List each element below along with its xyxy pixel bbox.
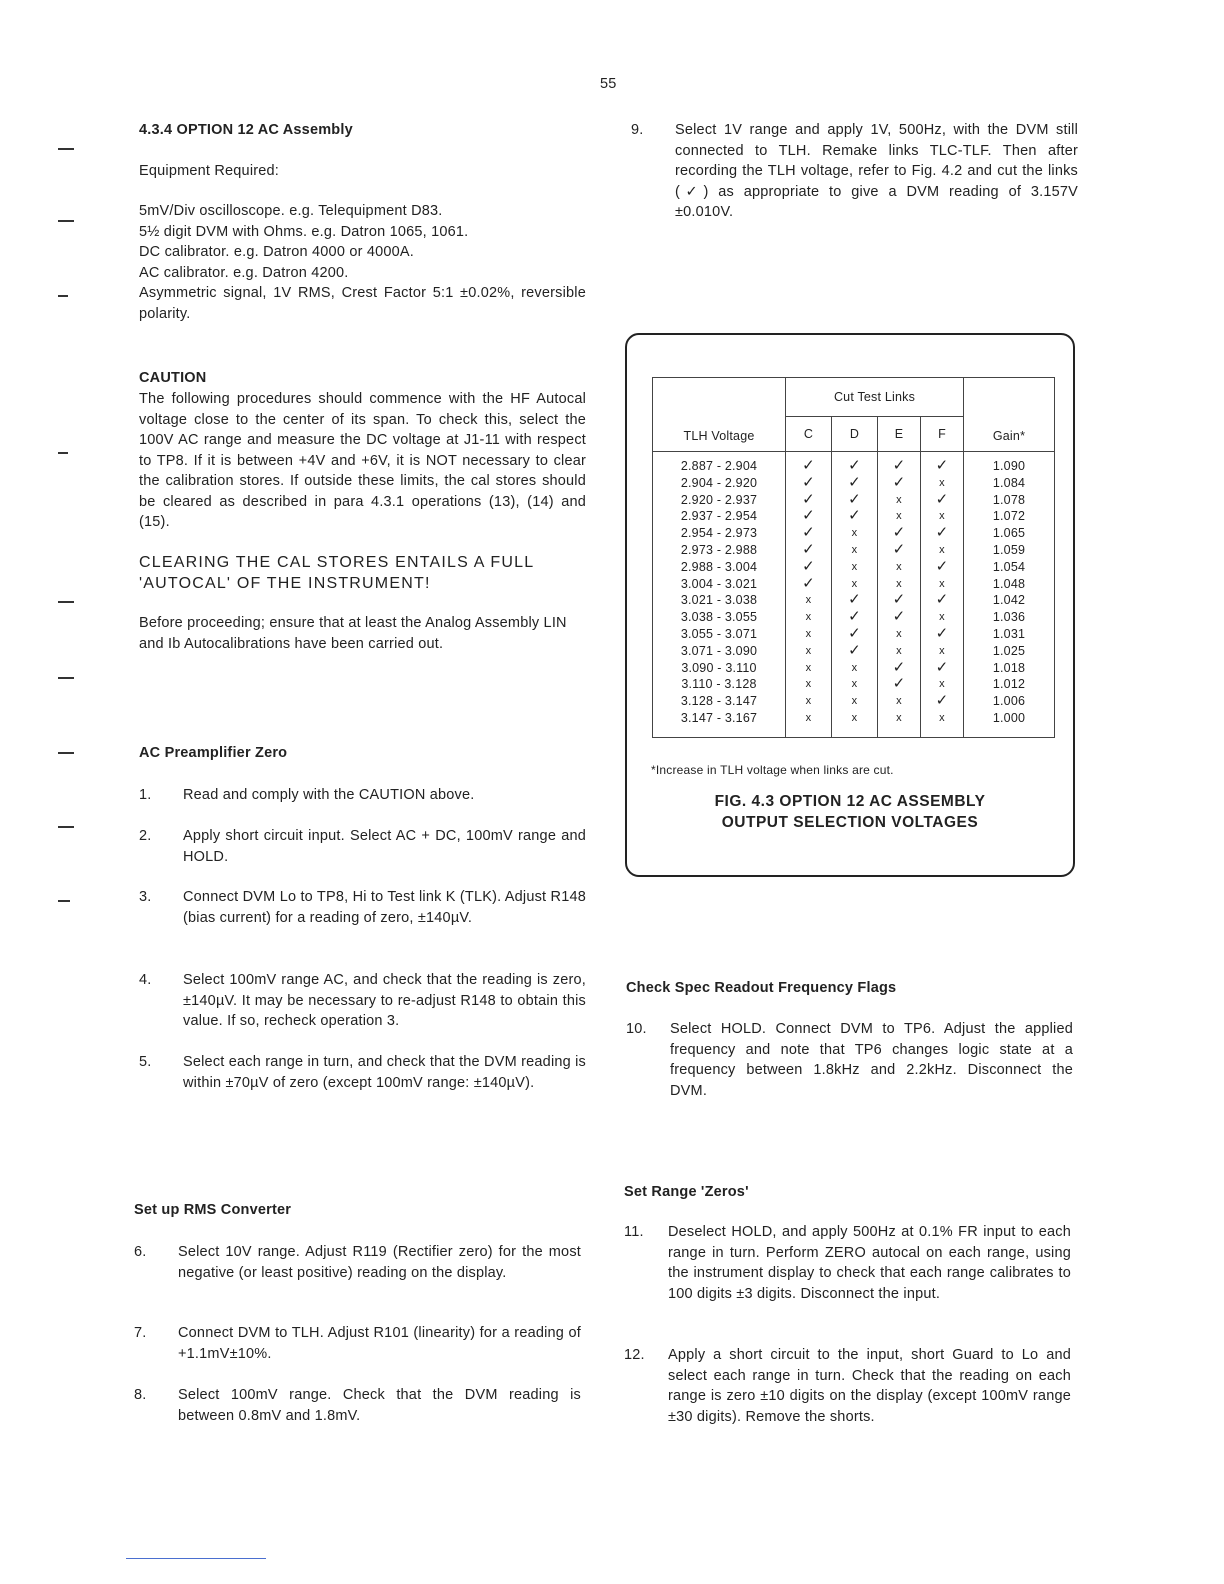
voltage-cell: 3.128 - 3.147 [653, 693, 786, 710]
check-icon: ✓ [878, 609, 921, 626]
caption-line: FIG. 4.3 OPTION 12 AC ASSEMBLY [714, 793, 986, 810]
step-1: 1. Read and comply with the CAUTION above. [139, 787, 475, 803]
gain-cell: 1.031 [964, 626, 1055, 643]
cross-icon: x [921, 609, 964, 626]
table-row [653, 452, 1055, 475]
check-icon: ✓ [786, 542, 832, 559]
check-icon: ✓ [921, 592, 964, 609]
check-icon: ✓ [921, 452, 964, 475]
check-icon: ✓ [786, 559, 832, 576]
table-row [653, 710, 1055, 737]
gain-cell: 1.000 [964, 710, 1055, 737]
table-row [653, 525, 1055, 542]
voltage-cell: 3.110 - 3.128 [653, 676, 786, 693]
cross-icon: x [921, 710, 964, 737]
col-header-voltage: TLH Voltage [653, 378, 786, 452]
preamp-title: AC Preamplifier Zero [139, 745, 288, 761]
check-icon: ✓ [878, 542, 921, 559]
check-icon: ✓ [786, 452, 832, 475]
table-row [653, 576, 1055, 593]
caution-text: The following procedures should commence with the HF Autocal voltage close to the center of its span. To check this, select the 100V AC range and measure the DC voltage at J1-11 with respect to TP8. If it is between +4V and +6V, it is NOT necessary to clear the calibration stores. If outside these limits, the cal stores should be cleared as described in para 4.3.1 operations (13), (14) and (15). [139, 391, 586, 530]
cross-icon: x [832, 660, 878, 677]
figure-footnote: *Increase in TLH voltage when links are cut. [651, 763, 894, 777]
gain-cell: 1.048 [964, 576, 1055, 593]
equipment-heading: Equipment Required: [139, 163, 280, 179]
gain-cell: 1.006 [964, 693, 1055, 710]
voltage-cell: 2.988 - 3.004 [653, 559, 786, 576]
gain-cell: 1.054 [964, 559, 1055, 576]
check-icon: ✓ [921, 492, 964, 509]
step-2: 2. Apply short circuit input. Select AC + DC, 100mV range and HOLD. [139, 828, 586, 865]
gain-cell: 1.090 [964, 452, 1055, 475]
check-icon: ✓ [786, 508, 832, 525]
voltage-cell: 2.937 - 2.954 [653, 508, 786, 525]
check-icon: ✓ [878, 525, 921, 542]
cross-icon: x [921, 676, 964, 693]
check-icon: ✓ [878, 452, 921, 475]
voltage-cell: 3.147 - 3.167 [653, 710, 786, 737]
step-11: 11. Deselect HOLD, and apply 500Hz at 0.1% FR input to each range in turn. Perform ZERO autocal on each range, using the instrument display to check that each range calibrates to 100 digits ±3 digits. Disconnect the input. [624, 1224, 1071, 1302]
table-row [653, 609, 1055, 626]
cross-icon: x [786, 710, 832, 737]
cross-icon: x [786, 592, 832, 609]
voltage-cell: 2.954 - 2.973 [653, 525, 786, 542]
cross-icon: x [921, 643, 964, 660]
gain-cell: 1.072 [964, 508, 1055, 525]
cross-icon: x [878, 508, 921, 525]
cross-icon: x [878, 693, 921, 710]
check-icon: ✓ [832, 492, 878, 509]
cross-icon: x [832, 525, 878, 542]
cross-icon: x [786, 626, 832, 643]
equipment-item: Asymmetric signal, 1V RMS, Crest Factor 5:1 ±0.02%, reversible polarity. [139, 285, 586, 322]
voltage-cell: 3.038 - 3.055 [653, 609, 786, 626]
check-icon: ✓ [832, 643, 878, 660]
table-row [653, 508, 1055, 525]
voltage-cell: 2.920 - 2.937 [653, 492, 786, 509]
cross-icon: x [832, 542, 878, 559]
equipment-item: 5½ digit DVM with Ohms. e.g. Datron 1065, 1061. [139, 223, 469, 240]
check-icon: ✓ [878, 660, 921, 677]
cross-icon: x [832, 676, 878, 693]
check-icon: ✓ [832, 475, 878, 492]
col-header-group: Cut Test Links [786, 378, 964, 417]
step-3: 3. Connect DVM Lo to TP8, Hi to Test link K (TLK). Adjust R148 (bias current) for a reading of zero, ±140µV. [139, 889, 586, 926]
check-icon: ✓ [921, 693, 964, 710]
cross-icon: x [832, 693, 878, 710]
cross-icon: x [921, 576, 964, 593]
freq-title: Check Spec Readout Frequency Flags [626, 980, 897, 996]
equipment-item: 5mV/Div oscilloscope. e.g. Telequipment D83. [139, 203, 443, 219]
equipment-list [139, 201, 586, 324]
col-header-f: F [921, 417, 964, 452]
voltage-cell: 3.090 - 3.110 [653, 660, 786, 677]
cross-icon: x [832, 559, 878, 576]
cross-icon: x [921, 475, 964, 492]
col-header-d: D [832, 417, 878, 452]
table-row [653, 492, 1055, 509]
step-6: 6. Select 10V range. Adjust R119 (Rectifier zero) for the most negative (or least positive) reading on the display. [134, 1244, 581, 1281]
rms-title: Set up RMS Converter [134, 1202, 292, 1218]
step-12: 12. Apply a short circuit to the input, short Guard to Lo and select each range in turn. Check that the reading on each range is zero ±10 digits on the display (except 100mV range ±30 digits). Remove the shorts. [624, 1347, 1071, 1425]
gain-cell: 1.012 [964, 676, 1055, 693]
cross-icon: x [786, 693, 832, 710]
voltage-cell: 2.904 - 2.920 [653, 475, 786, 492]
selection-table [652, 377, 1055, 738]
col-header-gain: Gain* [964, 378, 1055, 452]
check-icon: ✓ [878, 592, 921, 609]
gain-cell: 1.065 [964, 525, 1055, 542]
check-icon: ✓ [921, 626, 964, 643]
table-row [653, 542, 1055, 559]
figure-caption [627, 791, 1073, 833]
cross-icon: x [878, 576, 921, 593]
check-icon: ✓ [921, 525, 964, 542]
cross-icon: x [878, 626, 921, 643]
step-7: 7. Connect DVM to TLH. Adjust R101 (linearity) for a reading of +1.1mV±10%. [134, 1325, 581, 1362]
check-icon: ✓ [878, 475, 921, 492]
gain-cell: 1.036 [964, 609, 1055, 626]
check-icon: ✓ [832, 508, 878, 525]
cross-icon: x [878, 643, 921, 660]
col-header-c: C [786, 417, 832, 452]
cross-icon: x [921, 508, 964, 525]
voltage-cell: 3.004 - 3.021 [653, 576, 786, 593]
gain-cell: 1.025 [964, 643, 1055, 660]
step-10: 10. Select HOLD. Connect DVM to TP6. Adjust the applied frequency and note that TP6 changes logic state at a frequency between 1.8kHz and 2.2kHz. Disconnect the DVM. [626, 1021, 1073, 1099]
check-icon: ✓ [921, 660, 964, 677]
check-icon: ✓ [878, 676, 921, 693]
zeros-title: Set Range 'Zeros' [624, 1184, 749, 1200]
page-number: 55 [600, 76, 617, 92]
cross-icon: x [832, 576, 878, 593]
caution-warning: CLEARING THE CAL STORES ENTAILS A FULL 'AUTOCAL' OF THE INSTRUMENT! [139, 554, 534, 592]
footer-rule [126, 1558, 266, 1559]
step-9: 9. Select 1V range and apply 1V, 500Hz, with the DVM still connected to TLH. Remake links TLC-TLF. Then after recording the TLH voltage, refer to Fig. 4.2 and cut the links (✓) as appropriate to give a DVM reading of 3.157V ±0.010V. [631, 122, 1078, 220]
check-icon: ✓ [832, 592, 878, 609]
check-icon: ✓ [832, 609, 878, 626]
check-icon: ✓ [786, 525, 832, 542]
caption-line: OUTPUT SELECTION VOLTAGES [721, 814, 979, 831]
check-icon: ✓ [786, 475, 832, 492]
cross-icon: x [878, 492, 921, 509]
figure-4-3 [625, 333, 1075, 877]
equipment-item: DC calibrator. e.g. Datron 4000 or 4000A. [139, 244, 414, 260]
voltage-cell: 3.071 - 3.090 [653, 643, 786, 660]
cross-icon: x [921, 542, 964, 559]
gain-cell: 1.059 [964, 542, 1055, 559]
cross-icon: x [786, 660, 832, 677]
voltage-cell: 2.973 - 2.988 [653, 542, 786, 559]
table-row [653, 643, 1055, 660]
table-row [653, 660, 1055, 677]
table-row [653, 676, 1055, 693]
section-title: 4.3.4 OPTION 12 AC Assembly [139, 122, 353, 138]
table-row [653, 626, 1055, 643]
equipment-item: AC calibrator. e.g. Datron 4200. [139, 264, 349, 281]
gain-cell: 1.084 [964, 475, 1055, 492]
before-text: Before proceeding; ensure that at least the Analog Assembly LIN and Ib Autocalibrations have been carried out. [139, 615, 567, 652]
cross-icon: x [786, 643, 832, 660]
col-header-e: E [878, 417, 921, 452]
check-icon: ✓ [832, 626, 878, 643]
check-icon: ✓ [921, 559, 964, 576]
check-icon: ✓ [786, 576, 832, 593]
step-5: 5. Select each range in turn, and check that the DVM reading is within ±70µV of zero (except 100mV range: ±140µV). [139, 1054, 586, 1091]
cross-icon: x [786, 676, 832, 693]
table-row [653, 559, 1055, 576]
table-row [653, 592, 1055, 609]
gain-cell: 1.078 [964, 492, 1055, 509]
gain-cell: 1.042 [964, 592, 1055, 609]
check-icon: ✓ [832, 452, 878, 475]
voltage-cell: 3.021 - 3.038 [653, 592, 786, 609]
cross-icon: x [832, 710, 878, 737]
cross-icon: x [786, 609, 832, 626]
voltage-cell: 2.887 - 2.904 [653, 452, 786, 475]
table-row [653, 693, 1055, 710]
step-8: 8. Select 100mV range. Check that the DVM reading is between 0.8mV and 1.8mV. [134, 1387, 581, 1424]
voltage-cell: 3.055 - 3.071 [653, 626, 786, 643]
caution-title: CAUTION [139, 370, 207, 386]
step-4: 4. Select 100mV range AC, and check that the reading is zero, ±140µV. It may be necessary to re-adjust R148 to obtain this value. If so, recheck operation 3. [139, 972, 586, 1029]
cross-icon: x [878, 710, 921, 737]
check-icon: ✓ [786, 492, 832, 509]
cross-icon: x [878, 559, 921, 576]
table-row [653, 475, 1055, 492]
gain-cell: 1.018 [964, 660, 1055, 677]
